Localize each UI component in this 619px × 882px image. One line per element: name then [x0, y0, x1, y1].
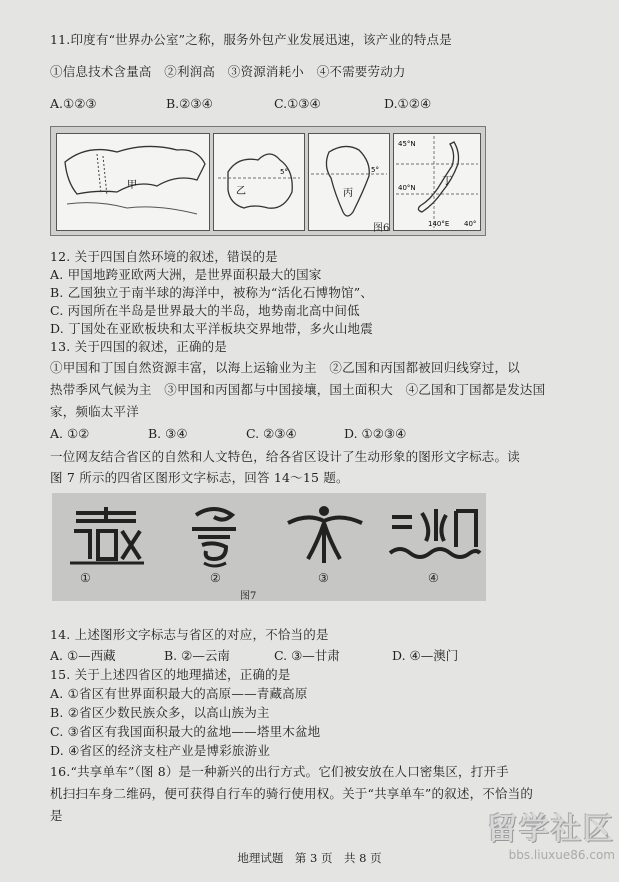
q13-option-b: B. ③④	[148, 426, 188, 441]
map-label-ding: 丁	[442, 176, 452, 187]
q15-option-c: C. ③省区有我国面积最大的盆地——塔里木盆地	[50, 724, 321, 739]
logo-4-aomen	[386, 501, 482, 571]
q15-option-b: B. ②省区少数民族众多，以高山族为主	[50, 705, 270, 720]
q15-option-a: A. ①省区有世界面积最大的高原——青藏高原	[50, 686, 308, 701]
logo-number-4: ④	[428, 571, 439, 585]
q13-stem: 13. 关于四国的叙述，正确的是	[50, 339, 228, 354]
map-japan	[394, 134, 480, 230]
q12-option-d: D. 丁国处在亚欧板块和太平洋板块交界地带，多火山地震	[50, 321, 373, 336]
q14-option-b: B. ②—云南	[164, 648, 230, 663]
q14-stem: 14. 上述图形文字标志与省区的对应，不恰当的是	[50, 627, 329, 642]
watermark-logo: 留学社区	[487, 812, 615, 847]
map-label-yi: 乙	[236, 186, 246, 197]
map-panel-jia	[56, 133, 210, 231]
q13-line-3: 家，频临太平洋	[50, 404, 139, 419]
q15-option-d: D. ④省区的经济支柱产业是博彩旅游业	[50, 743, 271, 758]
intro-line-2: 图 7 所示的四省区图形文字标志，回答 14～15 题。	[50, 470, 349, 485]
map-panel-ding	[393, 133, 481, 231]
logo-1-xizang	[60, 501, 152, 571]
lat-label-1: 5°	[280, 168, 288, 176]
q11-stem: 11.印度有“世界办公室”之称，服务外包产业发展迅速，该产业的特点是	[50, 32, 452, 47]
logo-3-gansu	[278, 501, 370, 571]
q13-option-c: C. ②③④	[246, 426, 297, 441]
logo-2-yunnan	[168, 501, 260, 571]
map-panel-yi	[213, 133, 305, 231]
q11-option-b: B.②③④	[166, 96, 213, 111]
lon-label: 140°E	[428, 220, 450, 228]
logo-number-1: ①	[80, 571, 91, 585]
q12-option-b: B. 乙国独立于南半球的海洋中，被称为“活化石博物馆”、	[50, 285, 374, 300]
q11-items: ①信息技术含量高 ②利润高 ③资源消耗小 ④不需要劳动力	[50, 64, 406, 79]
figure-7-caption: 图7	[240, 591, 257, 602]
map-panel-bing	[308, 133, 390, 231]
q12-option-a: A. 甲国地跨亚欧两大洲，是世界面积最大的国家	[50, 267, 322, 282]
map-label-bing: 丙	[343, 188, 353, 199]
q11-option-d: D.①②④	[384, 96, 432, 111]
q14-option-a: A. ①—西藏	[50, 648, 116, 663]
q13-line-2: 热带季风气候为主 ③甲国和丙国都与中国接壤，国土面积大 ④乙国和丁国都是发达国	[50, 382, 546, 397]
figure-6	[50, 126, 486, 236]
lat-label-3: 45°N	[398, 140, 416, 148]
page-footer: 地理试题 第 3 页 共 8 页	[237, 851, 382, 865]
q13-line-1: ①甲国和丁国自然资源丰富，以海上运输业为主 ②乙国和丙国都被回归线穿过，以	[50, 360, 520, 375]
logo-number-3: ③	[318, 571, 329, 585]
q13-option-d: D. ①②③④	[344, 426, 407, 441]
watermark-url: bbs.liuxue86.com	[508, 848, 615, 862]
map-india	[309, 134, 389, 230]
map-label-jia: 甲	[127, 180, 137, 191]
q16-line-1: 16.“共享单车”（图 8）是一种新兴的出行方式。它们被安放在人口密集区，打开手	[50, 764, 509, 779]
logo-number-2: ②	[210, 571, 221, 585]
q11-option-a: A.①②③	[50, 96, 97, 111]
q11-option-c: C.①③④	[274, 96, 321, 111]
figure-6-caption: 图6	[373, 223, 390, 234]
lat-label-2: 5°	[371, 166, 379, 174]
q16-line-2: 机扫扫车身二维码，便可获得自行车的骑行使用权。关于“共享单车”的叙述，不恰当的	[50, 786, 534, 801]
q13-option-a: A. ①②	[50, 426, 90, 441]
q14-option-c: C. ③—甘肃	[274, 648, 340, 663]
lat-label-5: 40°	[464, 220, 477, 228]
q12-option-c: C. 丙国所在半岛是世界最大的半岛，地势南北高中间低	[50, 303, 360, 318]
q15-stem: 15. 关于上述四省区的地理描述，正确的是	[50, 667, 291, 682]
map-australia	[214, 134, 304, 230]
intro-line-1: 一位网友结合省区的自然和人文特色，给各省区设计了生动形象的图形文字标志。读	[50, 449, 520, 464]
q12-stem: 12. 关于四国自然环境的叙述，错误的是	[50, 249, 278, 264]
q14-option-d: D. ④—澳门	[392, 648, 459, 663]
lat-label-4: 40°N	[398, 184, 416, 192]
q16-line-3: 是	[50, 808, 63, 823]
figure-7	[52, 493, 486, 601]
map-russia	[57, 134, 209, 230]
